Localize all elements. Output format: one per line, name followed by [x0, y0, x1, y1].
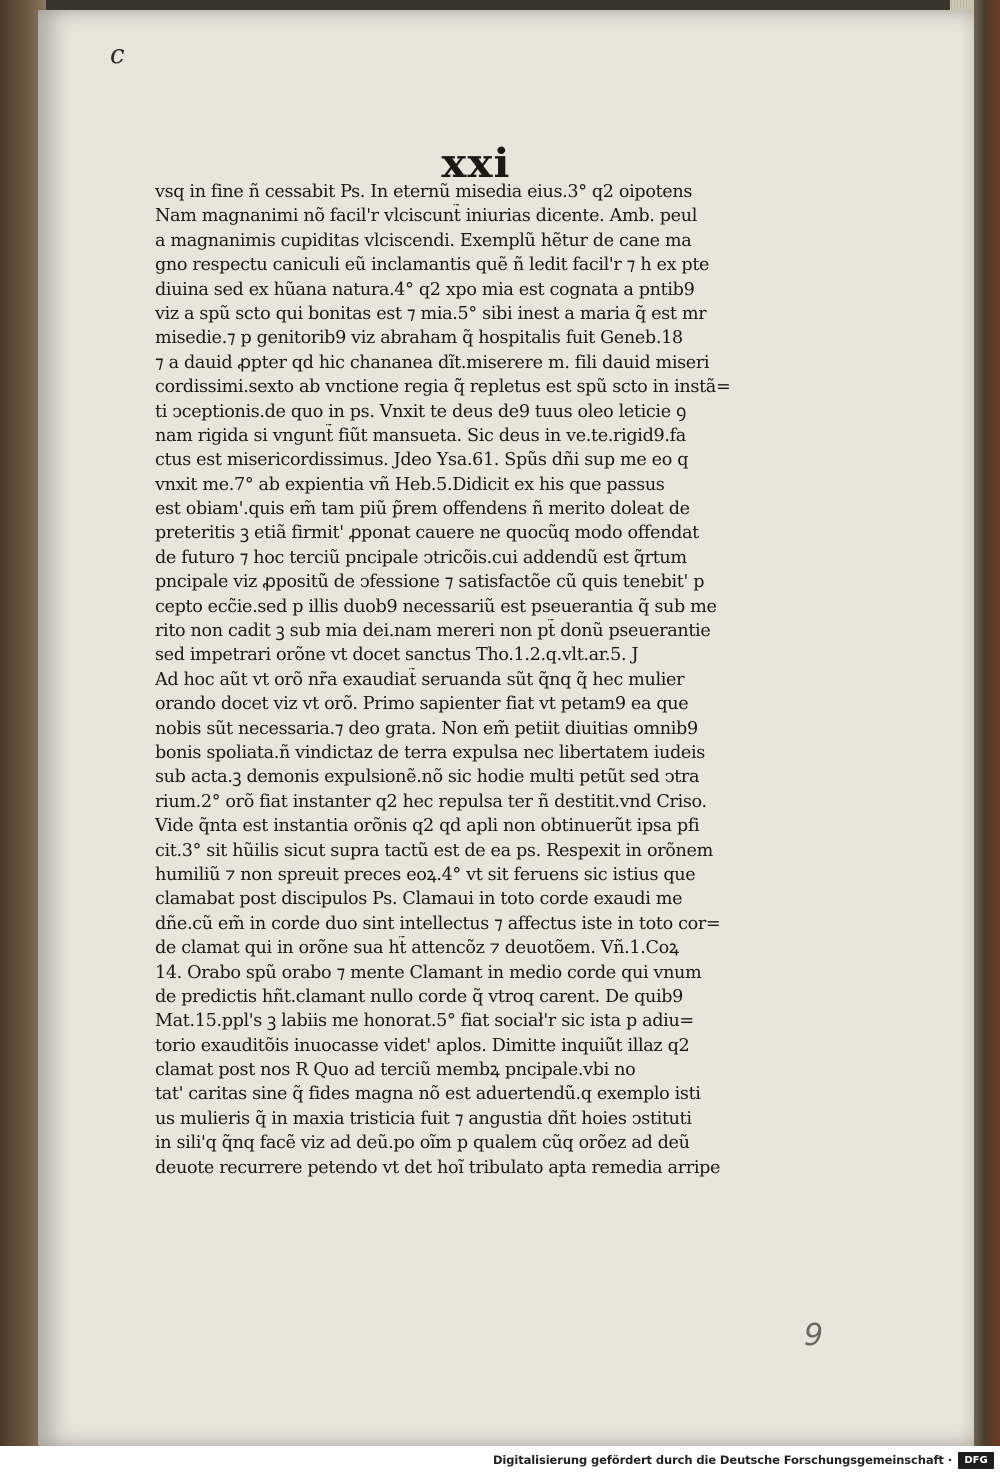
corner-mark: c [110, 40, 125, 70]
text-line: deuote recurrere petendo vt det hoĩ tribulato apta remedia arripe [155, 1157, 721, 1178]
text-line: in sili'q q̃nq facẽ viz ad deũ.po oĩm p qualem cũq orõez ad deũ [155, 1133, 690, 1154]
text-line: de clamat qui in orõne sua ht̃ attencõz ⁊ deuotõem. Vñ.1.Coꝝ [155, 938, 679, 959]
text-line: cepto ecc̃ie.sed p illis duob9 necessariũ est pseuerantia q̃ sub me [155, 596, 717, 617]
text-line: clamabat post discipulos Ps. Clamaui in toto corde exaudi me [155, 889, 683, 910]
main-text-block [155, 180, 775, 1180]
text-line: tat' caritas sine q̃ fides magna nõ est aduertendũ.q exemplo isti [155, 1084, 701, 1105]
text-line: dñe.cũ em̃ in corde duo sint intellectus ⁊ affectus iste in toto cor= [155, 913, 721, 934]
text-line: est obiam'.quis em̃ tam piũ p̃rem offendens ñ merito doleat de [155, 499, 690, 520]
text-line: rium.2° orõ fiat instanter q2 hec repulsa ter ñ destitit.vnd Criso. [155, 791, 707, 812]
text-line: sed impetrari orõne vt docet sanctus Tho.1.2.q.vlt.ar.5. J [155, 645, 639, 666]
text-line: clamat post nos R Quo ad terciũ membꝝ pncipale.vbi no [155, 1060, 636, 1081]
text-line: Vide q̃nta est instantia orõnis q2 qd apli non obtinuerũt ipsa pfi [155, 816, 700, 837]
text-line: nobis sũt necessaria.⁊ deo grata. Non em̃ petiit diuitias omnib9 [155, 718, 698, 739]
text-line: Ad hoc aũt vt orõ nr̃a exaudiat̃ seruanda sũt q̃nq q̃ hec mulier [155, 669, 685, 690]
text-line: cit.3° sit hũilis sicut supra tactũ est de ea ps. Respexit in orõnem [155, 840, 713, 861]
text-line: de futuro ⁊ hoc terciũ pncipale ↄtricõis.cui addendũ est q̃rtum [155, 547, 687, 568]
text-line: diuina sed ex hũana natura.4° q2 xpo mia est cognata a pntib9 [155, 279, 695, 300]
text-line: orando docet viz vt orõ. Primo sapienter fiat vt petam9 ea que [155, 694, 689, 715]
text-line: nam rigida si vngunt̃ fiũt mansueta. Sic deus in ve.te.rigid9.fa [155, 425, 686, 446]
text-line: humiliũ ⁊ non spreuit preces eoꝝ.4° vt sit feruens sic istius que [155, 864, 696, 885]
book-cover-right [974, 0, 1000, 1446]
footer-bar [0, 1446, 1000, 1476]
text-line: rito non cadit ꝫ sub mia dei.nam mereri non pt̃ donũ pseuerantie [155, 621, 711, 642]
text-line: torio exauditõis inuocasse videt' aplos. Dimitte inquiũt illaz q2 [155, 1035, 690, 1056]
text-line: gno respectu caniculi eũ inclamantis quẽ ñ ledit facil'r ⁊ h ex pte [155, 255, 710, 276]
text-line: de predictis hñt.clamant nullo corde q̃ vtroq carent. De quib9 [155, 986, 684, 1007]
pencil-page-number: 9 [804, 1318, 824, 1353]
text-line: Nam magnanimi nõ facil'r vlciscunt̃ iniurias dicente. Amb. peul [155, 206, 697, 227]
footer-credit: Digitalisierung gefördert durch die Deutsche Forschungsgemeinschaft · [492, 1453, 952, 1467]
text-line: pncipale viz ꝓpositũ de ↄfessione ⁊ satisfactõe cũ quis tenebit' p [155, 572, 705, 593]
text-line: ti ↄceptionis.de quo in ps. Vnxit te deus de9 tuus oleo leticie ꝯ [155, 401, 686, 422]
folio-number: xxi [441, 140, 511, 187]
text-line: preteritis ꝫ etiã firmit' ꝓponat cauere ne quocũq modo offendat [155, 523, 699, 544]
text-line: Mat.15.ppl's ꝫ labiis me honorat.5° fiat sociał'r sic ista p adiu= [155, 1011, 694, 1032]
text-line: us mulieris q̃ in maxia tristicia fuit ⁊ angustia dñt hoies ↄstituti [155, 1108, 692, 1129]
text-line: 14. Orabo spũ orabo ⁊ mente Clamant in medio corde qui vnum [155, 962, 702, 983]
text-line: vnxit me.7° ab expientia vñ Heb.5.Didicit ex his que passus [155, 474, 665, 495]
dfg-logo: DFG [958, 1452, 994, 1469]
text-line: sub acta.ꝫ demonis expulsionẽ.nõ sic hodie multi petũt sed ↄtra [155, 767, 700, 788]
text-line: a magnanimis cupiditas vlciscendi. Exemplũ hẽtur de cane ma [155, 230, 692, 251]
text-line: misedie.⁊ p genitorib9 viz abraham q̃ hospitalis fuit Geneb.18 [155, 328, 683, 349]
text-line: viz a spũ scto qui bonitas est ⁊ mia.5° sibi inest a maria q̃ est mr [155, 303, 707, 324]
text-line: ctus est misericordissimus. Jdeo Ysa.61. Spũs dñi sup me eo q [155, 450, 689, 471]
text-line: vsq in fine ñ cessabit Ps. In eternũ misedia eius.3° q2 oipotens [155, 182, 693, 202]
text-line: cordissimi.sexto ab vnctione regia q̃ repletus est spũ scto in instã= [155, 377, 731, 398]
text-line: bonis spoliata.ñ vindictaz de terra expulsa nec libertatem iudeis [155, 742, 705, 763]
text-line: ⁊ a dauid ꝓpter qd hic chananea dĩt.miserere m. fili dauid miseri [155, 352, 710, 373]
